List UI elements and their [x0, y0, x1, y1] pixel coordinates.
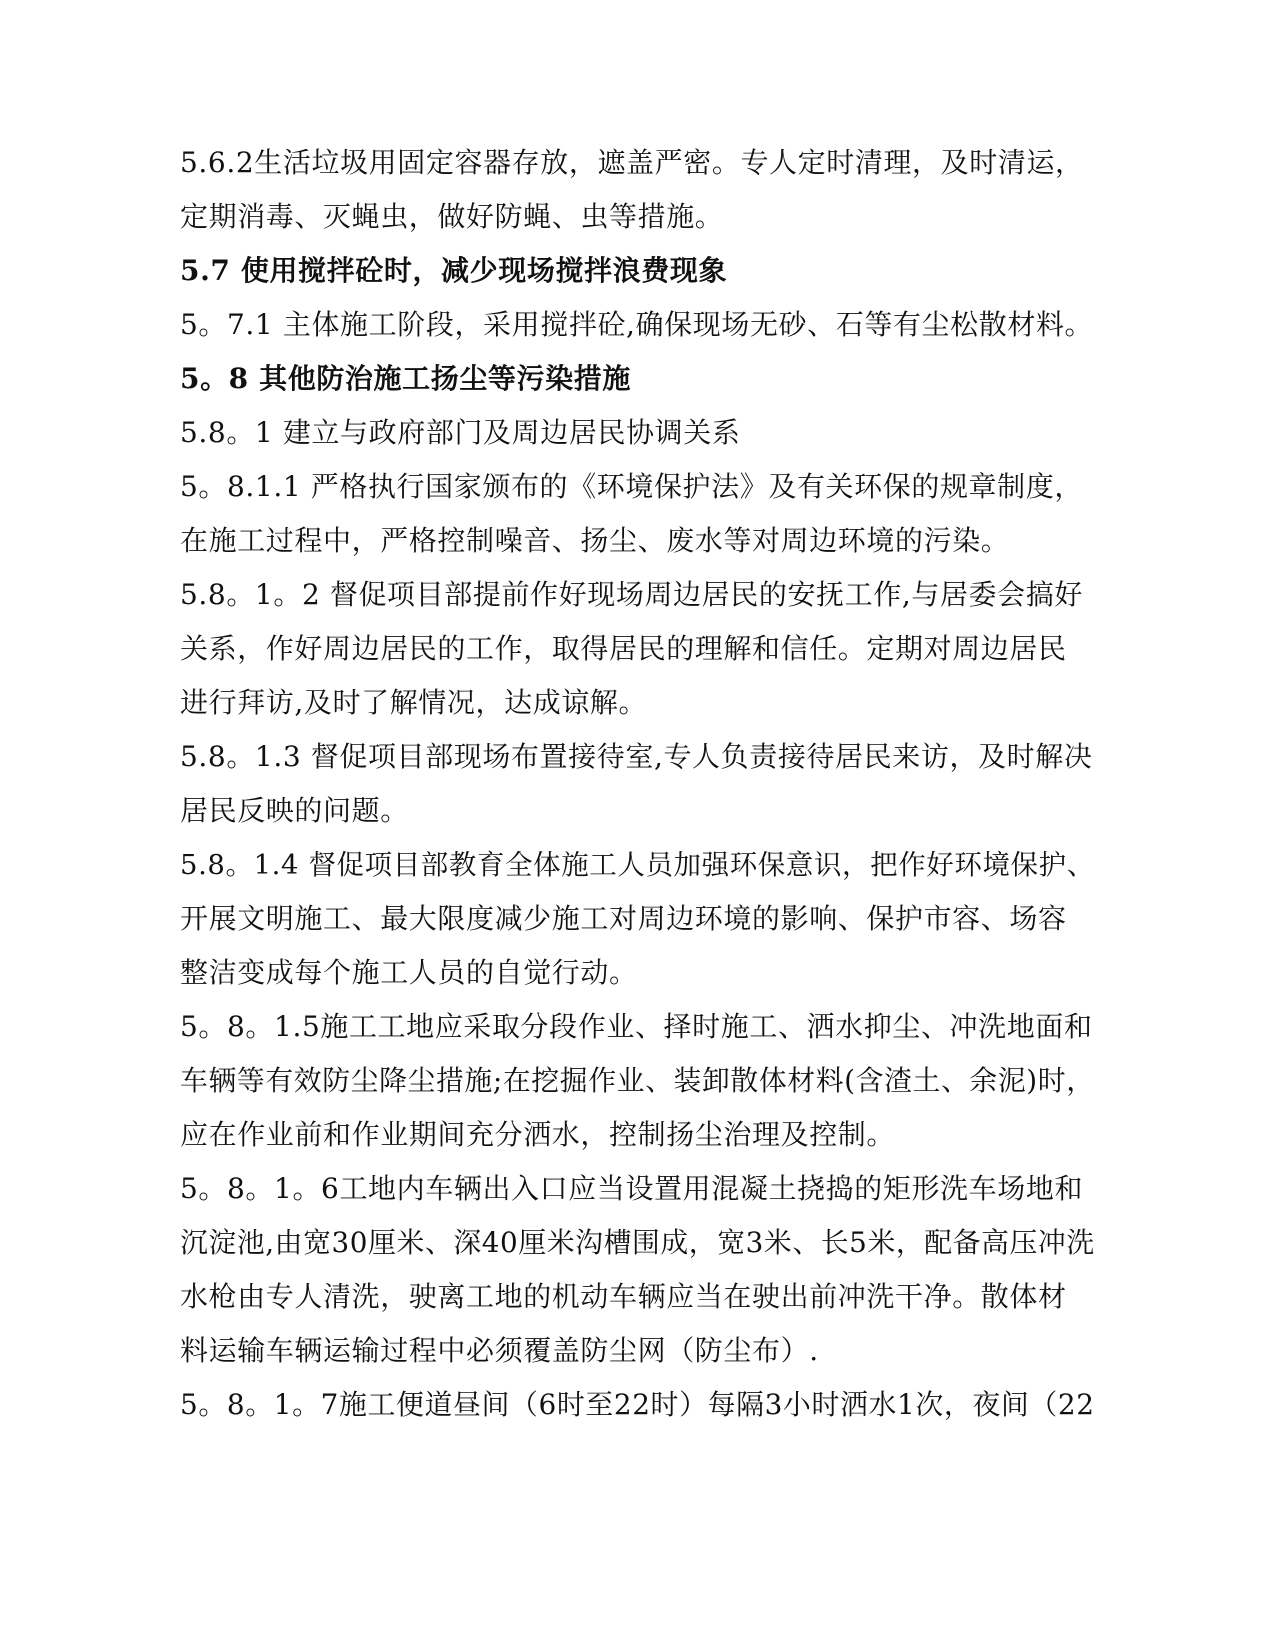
paragraph-line: 5.8。1。2 督促项目部提前作好现场周边居民的安抚工作,与居委会搞好	[180, 578, 1083, 611]
paragraph-line: 5.6.2生活垃圾用固定容器存放，遮盖严密。专人定时清理，及时清运，	[180, 146, 1084, 179]
paragraph-line: 5.8。1.3 督促项目部现场布置接待室,专人负责接待居民来访，及时解决	[180, 740, 1093, 773]
paragraph-line: 整洁变成每个施工人员的自觉行动。	[180, 956, 638, 989]
paragraph-line: 应在作业前和作业期间充分洒水，控制扬尘治理及控制。	[180, 1118, 896, 1151]
paragraph-line: 5。8。1。6工地内车辆出入口应当设置用混凝土挠捣的矩形洗车场地和	[180, 1172, 1084, 1205]
paragraph-line: 在施工过程中，严格控制噪音、扬尘、废水等对周边环境的污染。	[180, 524, 1010, 557]
paragraph-line: 5。8。1。7施工便道昼间（6时至22时）每隔3小时洒水1次，夜间（22	[180, 1388, 1095, 1421]
paragraph-line: 居民反映的问题。	[180, 794, 409, 827]
paragraph-line: 料运输车辆运输过程中必须覆盖防尘网（防尘布）.	[180, 1334, 819, 1367]
paragraph-line: 沉淀池,由宽30厘米、深40厘米沟槽围成，宽3米、长5米，配备高压冲洗	[180, 1226, 1095, 1259]
paragraph-line: 5。7.1 主体施工阶段，采用搅拌砼,确保现场无砂、石等有尘松散材料。	[180, 308, 1094, 341]
paragraph-line: 进行拜访,及时了解情况，达成谅解。	[180, 686, 648, 719]
paragraph-line: 5。8.1.1 严格执行国家颁布的《环境保护法》及有关环保的规章制度，	[180, 470, 1083, 503]
paragraph-line: 车辆等有效防尘降尘措施;在挖掘作业、装卸散体材料(含渣土、余泥)时，	[180, 1064, 1095, 1097]
paragraph-line: 开展文明施工、最大限度减少施工对周边环境的影响、保护市容、场容	[180, 902, 1067, 935]
paragraph-line: 5.8。1.4 督促项目部教育全体施工人员加强环保意识，把作好环境保护、	[180, 849, 1095, 881]
paragraph-line: 5.8。1 建立与政府部门及周边居民协调关系	[180, 416, 741, 449]
paragraph-line: 定期消毒、灭蝇虫，做好防蝇、虫等措施。	[180, 200, 724, 233]
paragraph-line: 水枪由专人清洗，驶离工地的机动车辆应当在驶出前冲洗干净。散体材	[180, 1280, 1067, 1313]
paragraph-line: 5。8。1.5施工工地应采取分段作业、择时施工、洒水抑尘、冲洗地面和	[180, 1010, 1093, 1043]
section-heading: 5.7 使用搅拌砼时，减少现场搅拌浪费现象	[180, 254, 728, 287]
section-heading: 5。8 其他防治施工扬尘等污染措施	[180, 362, 631, 395]
paragraph-line: 关系，作好周边居民的工作，取得居民的理解和信任。定期对周边居民	[180, 632, 1067, 665]
